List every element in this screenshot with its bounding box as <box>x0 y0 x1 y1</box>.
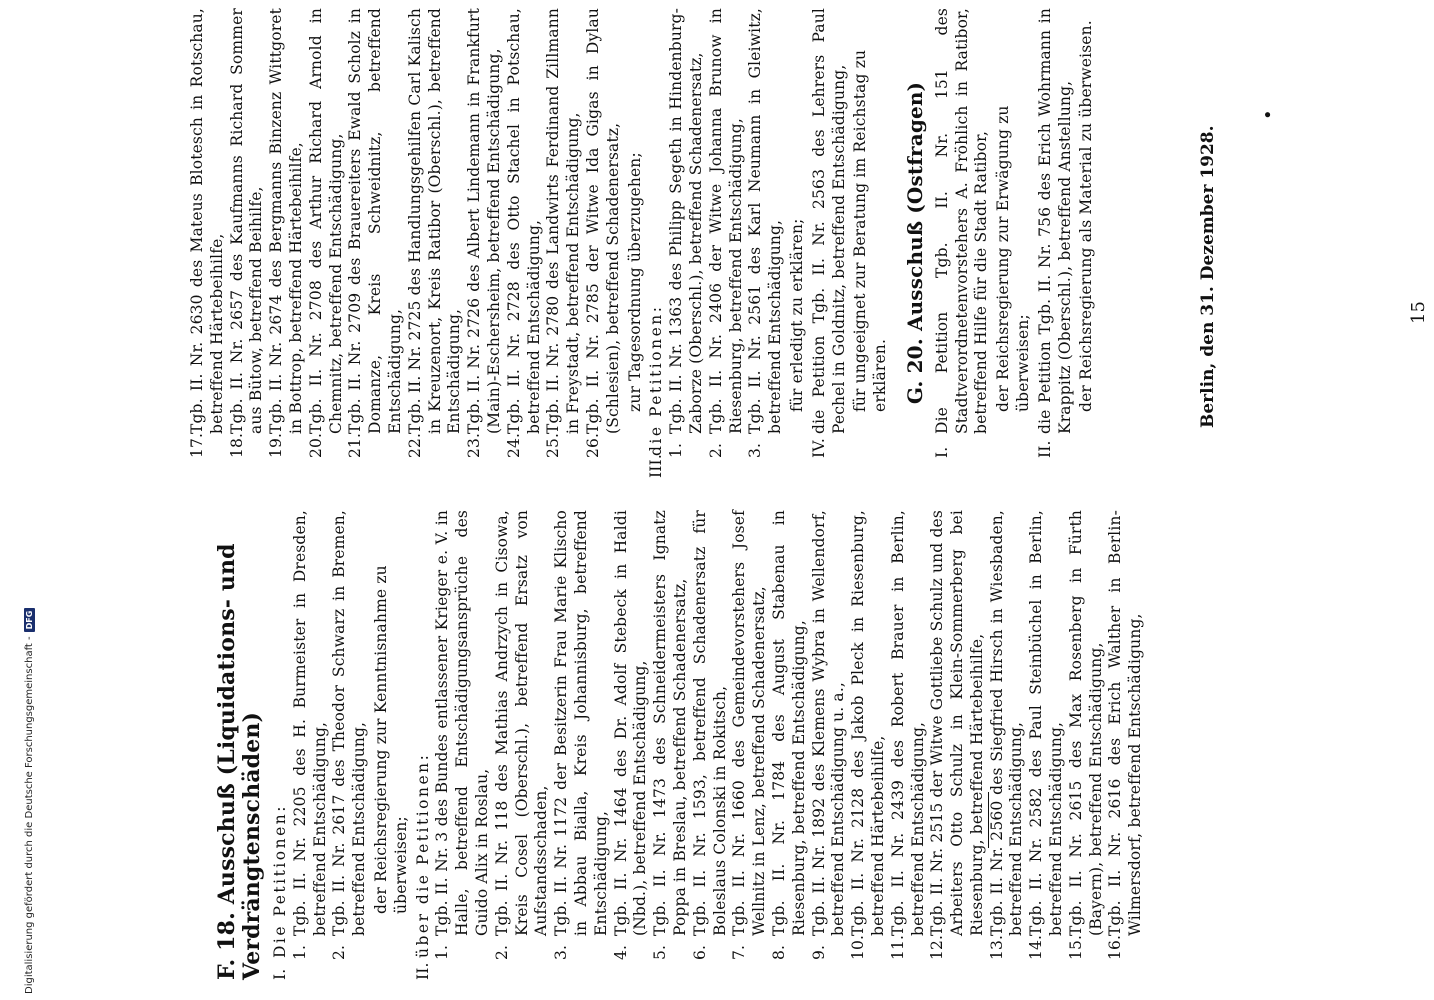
credit-text: Digitalisierung gefördert durch die Deutsche Forschungsgemeinschaft - <box>23 636 35 994</box>
section-f18-iv <box>810 8 891 478</box>
section-decision: für erledigt zu erklären; <box>787 218 806 412</box>
list-item: 17.Tgb. II. Nr. 2630 des Mateus Blotesch in Rotschau, betreffend Härtebeihilfe, <box>188 8 226 458</box>
list-item: 23.Tgb. II. Nr. 2726 des Albert Lindemann in Frankfurt (Main)-Eschersheim, betreffend Entschädigung, <box>465 8 503 458</box>
left-column <box>215 510 1146 980</box>
section-item: I.Die Petition Tgb. II. Nr. 151 des Stadtverordnetenvorstehers A. Fröhlich in Ratibor, betreffend Hilfe für die Stadt Ratibor, <box>932 8 991 458</box>
dfg-logo-icon: DFG <box>24 608 35 633</box>
divider-rule <box>988 792 989 848</box>
section-g20-i <box>933 8 1034 478</box>
section-label: I. <box>271 968 289 980</box>
page-number: 15 <box>1408 301 1429 324</box>
list-item: 11.Tgb. II. Nr. 2439 des Robert Brauer in Berlin, betreffend Entschädigung, <box>888 510 927 960</box>
section-label: III. <box>647 454 666 478</box>
section-decision: der Reichsregierung zur Kenntnisnahme zu überweisen; <box>371 565 410 914</box>
section-item: II.die Petition Tgb. II. Nr. 756 des Erich Wohrmann in Krappitz (Oberschl.), betreffend Anstellung, <box>1035 8 1074 458</box>
section-f18-ii <box>414 510 1146 980</box>
list-item: 3.Tgb. II. Nr. 2561 des Karl Neumann in Gleiwitz, betreffend Entschädigung, <box>746 8 785 458</box>
section-f18-iii <box>647 8 807 478</box>
list-item: 2.Tgb. II. Nr. 2617 des Theodor Schwarz in Bremen, betreffend Entschädigung, <box>330 510 369 960</box>
section-g20-ii <box>1036 8 1097 478</box>
list-item: 6.Tgb. II. Nr. 1593, betreffend Schadenersatz für Boleslaus Colonski in Rokitsch, <box>690 510 729 960</box>
list-item: 26.Tgb. II. Nr. 2785 der Witwe Ida Gigas in Dylau (Schlesien), betreffend Schadenersatz, <box>583 8 622 458</box>
print-dot: • <box>1258 109 1279 120</box>
list-item: 22.Tgb. II. Nr. 2725 des Handlungsgehilfen Carl Kalisch in Kreuzenort, Kreis Ratibor (Oberschl.), betreffend Entschädigung, <box>405 8 464 458</box>
list-item: 3.Tgb. II. Nr. 1172 der Besitzerin Frau Marie Klischo in Abbau Bialla, Kreis Johannisburg, betreffend Entschädigung, <box>552 510 610 960</box>
list-item: 9.Tgb. II. Nr. 1892 des Klemens Wybra in Wellendorf, betreffend Entschädigung u. a., <box>809 510 848 960</box>
heading-f18: F. 18. Ausschuß (Liquidations- und Verdrängtenschäden) <box>214 543 265 980</box>
section-label: II. <box>413 962 432 980</box>
right-column <box>188 8 1099 478</box>
section-decision: zur Tagesordnung überzugehen; <box>625 152 644 412</box>
list-item: 2.Tgb. II. Nr. 2406 der Witwe Johanna Brunow in Riesenburg, betreffend Entschädigung, <box>706 8 745 458</box>
section-decision: für ungeeignet zur Beratung im Reichstag zu erklären. <box>851 49 890 412</box>
list-item: 2.Tgb. II. Nr. 118 des Mathias Andrzych in Cisowa, Kreis Cosel (Oberschl.), betreffend Ersatz von Aufstandsschaden, <box>492 510 551 960</box>
list-item: 19.Tgb. II. Nr. 2674 des Bergmanns Binzenz Wittgoret in Bottrop, betreffend Härtebeihilfe, <box>267 8 305 458</box>
list-item: 15.Tgb. II. Nr. 2615 des Max Rosenberg in Fürth (Bayern), betreffend Entschädigung, <box>1066 510 1105 960</box>
section-decision: der Reichsregierung zur Erwägung zu überweisen; <box>994 105 1033 412</box>
list-item: 8.Tgb. II. Nr. 1784 des August Stabenau in Riesenburg, betreffend Entschädigung, <box>769 510 808 960</box>
list-item: 7.Tgb. II. Nr. 1660 des Gemeindevorstehers Josef Wellnitz in Lenz, betreffend Schadenersatz, <box>730 510 769 960</box>
section-f18-i <box>271 510 412 980</box>
list-item: 1.Tgb. II. Nr. 1363 des Philipp Segeth in Hindenburg-Zaborze (Oberschl.), betreffend Schadenersatz, <box>667 8 705 458</box>
list-item: 12.Tgb. II. Nr. 2515 der Witwe Gottliebe Schulz und des Arbeiters Otto Schulz in Klein-Sommerberg bei Riesenburg, betreffend Härtebeihilfe, <box>928 510 986 960</box>
list-item: 4.Tgb. II. Nr. 1464 des Dr. Adolf Stebeck in Haldi (Nbd.), betreffend Entschädigung, <box>611 510 650 960</box>
list-item: 25.Tgb. II. Nr. 2780 des Landwirts Ferdinand Zillmann in Freystadt, betreffend Entschädigung, <box>544 8 583 458</box>
heading-g20: G. 20. Ausschuß (Ostfragen) <box>902 81 927 405</box>
list-item: 10.Tgb. II. Nr. 2128 des Jakob Pleck in Riesenburg, betreffend Härtebeihilfe, <box>849 510 887 960</box>
list-item: 24.Tgb. II. Nr. 2728 des Otto Stachel in Potschau, betreffend Entschädigung, <box>504 8 543 458</box>
list-item: 18.Tgb. II. Nr. 2657 des Kaufmanns Richard Sommer aus Bütow, betreffend Beihilfe, <box>227 8 266 458</box>
section-intro: die Petitionen: <box>647 304 666 456</box>
section-intro: Die Petitionen: <box>271 804 289 958</box>
signoff-date: Berlin, den 31. Dezember 1928. <box>1198 125 1218 428</box>
rotated-page <box>180 0 1434 1000</box>
list-item: 5.Tgb. II. Nr. 1473 des Schneidermeisters Ignatz Poppa in Breslau, betreffend Schadenersatz, <box>651 510 689 960</box>
list-item: 14.Tgb. II. Nr. 2582 des Paul Steinbüchel in Berlin, betreffend Entschädigung, <box>1027 510 1066 960</box>
list-item: 13.Tgb. II. Nr. 2560 des Siegfried Hirsch in Wiesbaden, betreffend Entschädigung, <box>987 510 1026 960</box>
section-intro: über die Petitionen: <box>413 752 432 958</box>
list-item: 20.Tgb. II. Nr. 2708 des Arthur Richard Arnold in Chemnitz, betreffend Entschädigung, <box>306 8 345 458</box>
list-item: 1.Tgb. II. Nr. 2205 des H. Burmeister in Dresden, betreffend Entschädigung, <box>290 510 329 960</box>
list-item: 16.Tgb. II. Nr. 2616 des Erich Walther in Berlin-Wilmersdorf, betreffend Entschädigung, <box>1106 510 1145 960</box>
digitization-credit <box>18 0 40 1000</box>
section-decision: der Reichsregierung als Material zu überweisen. <box>1077 20 1096 412</box>
list-item: 21.Tgb. II. Nr. 2709 des Brauereiters Ewald Scholz in Domanze, Kreis Schweidnitz, betreffend Entschädigung, <box>346 8 404 458</box>
section-item: IV.die Petition Tgb. II. Nr. 2563 des Lehrers Paul Pechel in Goldnitz, betreffend Entschädigung, <box>809 8 848 458</box>
list-item: 1.Tgb. II. Nr. 3 des Bundes entlassener Krieger e. V. in Halle, betreffend Entschädigungsansprüche des Guido Alix in Roslau, <box>433 510 491 960</box>
